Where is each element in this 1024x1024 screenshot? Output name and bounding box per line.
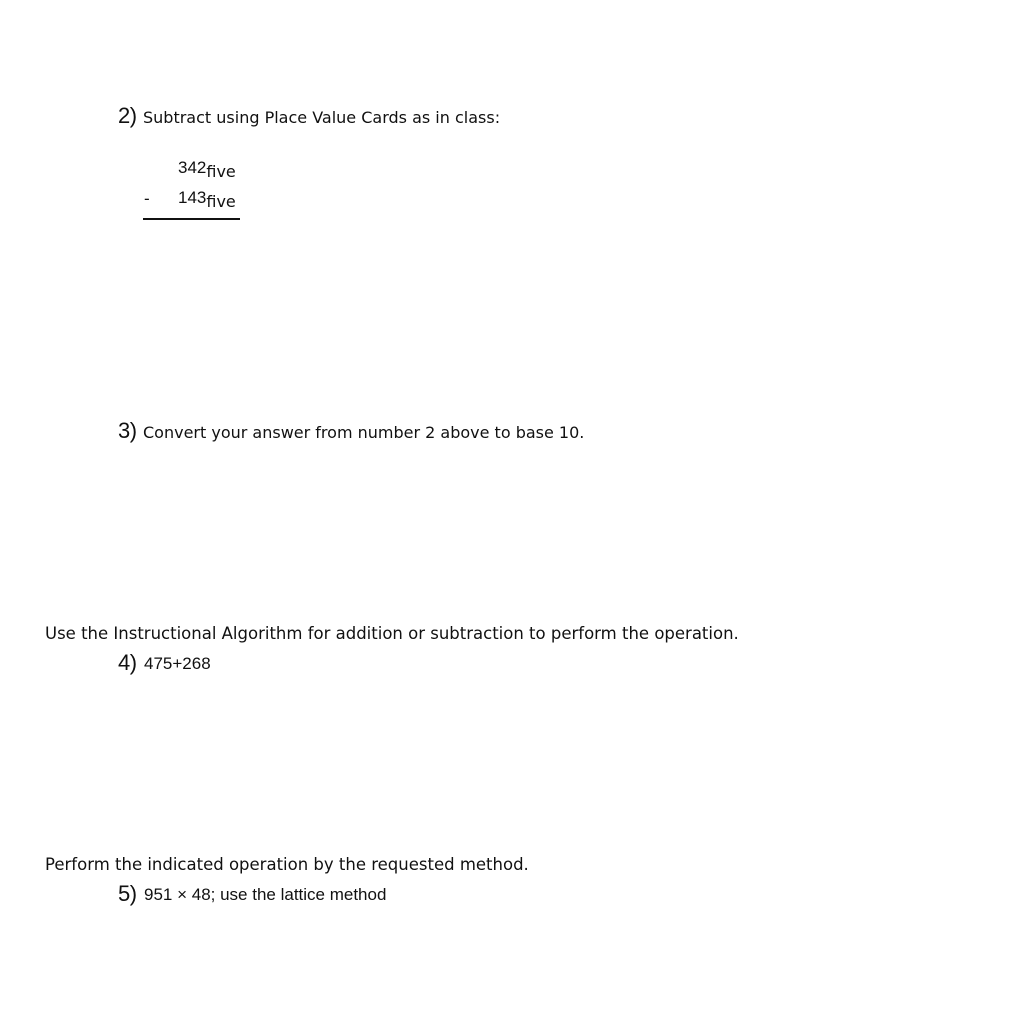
question-2-prompt: Subtract using Place Value Cards as in class: [143,108,501,127]
subtraction-underline [143,218,240,220]
question-2-number: 2) [118,103,137,128]
question-5-expression: 951 × 48; use the lattice method [144,885,387,904]
question-3-number: 3) [118,418,137,443]
question-4-number: 4) [118,650,137,675]
minuend [178,158,236,181]
minuend-value: 342 [178,158,207,177]
minus-sign: - [144,189,150,208]
section-instruction-method: Perform the indicated operation by the requested method. [45,855,529,874]
question-3-prompt: Convert your answer from number 2 above to base 10. [143,423,585,442]
section-instruction-addition: Use the Instructional Algorithm for addition or subtraction to perform the operation. [45,624,739,643]
subtrahend-value: 143 [178,188,207,207]
subtrahend [178,188,236,211]
question-4-expression: 475+268 [144,654,211,673]
subtrahend-base: five [206,192,236,211]
minuend-base: five [206,162,236,181]
question-5-number: 5) [118,881,137,906]
